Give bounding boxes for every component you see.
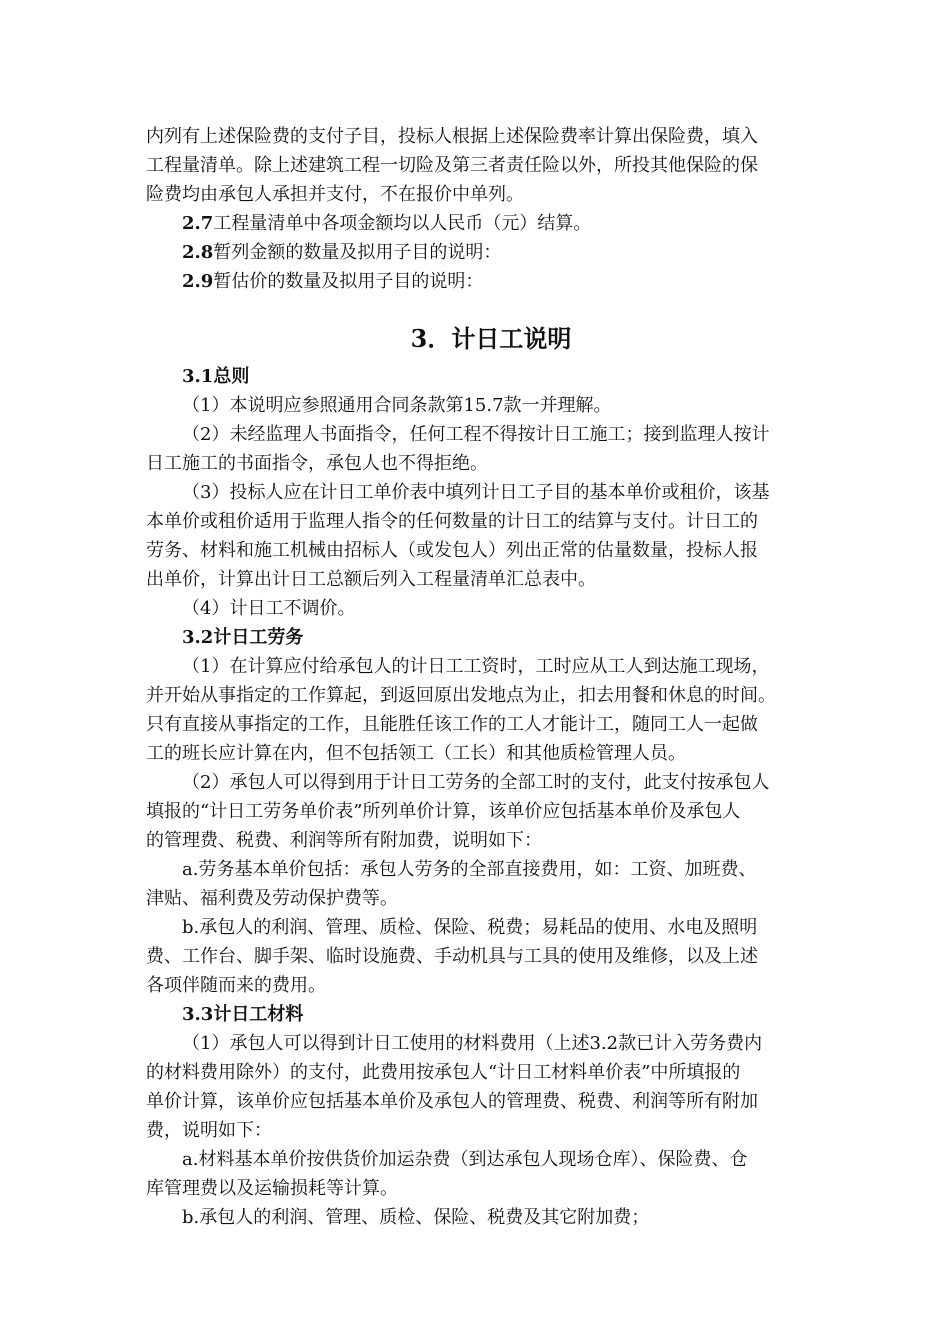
intro-line: 险费均由承包人承担并支付，不在报价中单列。: [146, 184, 524, 205]
paragraph-line: 费，说明如下：: [146, 1120, 272, 1141]
paragraph-line: （1）在计算应付给承包人的计日工工资时，工时应从工人到达施工现场，: [182, 656, 770, 677]
paragraph-line: （1）承包人可以得到计日工使用的材料费用（上述3.2款已计入劳务费内: [182, 1033, 763, 1054]
paragraph-line: a.材料基本单价按供货价加运杂费（到达承包人现场仓库）、保险费、仓: [182, 1149, 748, 1170]
section-heading-3-2: 3.2计日工劳务: [182, 627, 304, 648]
section-heading-3-3: 3.3计日工材料: [182, 1004, 304, 1025]
document-body: [146, 122, 816, 1232]
paragraph-line: 各项伴随而来的费用。: [146, 975, 326, 996]
paragraph: b.承包人的利润、管理、质检、保险、税费及其它附加费；: [182, 1207, 650, 1228]
paragraph-line: 库管理费以及运输损耗等计算。: [146, 1178, 398, 1199]
item-2-7: [146, 209, 816, 238]
paragraph-line: b.承包人的利润、管理、质检、保险、税费；易耗品的使用、水电及照明: [182, 917, 758, 938]
paragraph-line: （3）投标人应在计日工单价表中填列计日工子目的基本单价或租价，该基: [182, 482, 770, 503]
paragraph: （4）计日工不调价。: [182, 598, 356, 619]
paragraph-line: 津贴、福利费及劳动保护费等。: [146, 888, 398, 909]
paragraph-line: 日工施工的书面指令，承包人也不得拒绝。: [146, 453, 488, 474]
item-number: 2.8: [182, 242, 214, 263]
item-text: 暂列金额的数量及拟用子目的说明：: [213, 242, 502, 263]
paragraph-line: 填报的“计日工劳务单价表”所列单价计算，该单价应包括基本单价及承包人: [146, 801, 741, 822]
paragraph-line: 本单价或租价适用于监理人指令的任何数量的计日工的结算与支付。计日工的: [146, 511, 758, 532]
paragraph-line: 只有直接从事指定的工作，且能胜任该工作的工人才能计工，随同工人一起做: [146, 714, 758, 735]
paragraph-line: 并开始从事指定的工作算起，到返回原出发地点为止，扣去用餐和休息的时间。: [146, 685, 776, 706]
paragraph-line: 费、工作台、脚手架、临时设施费、手动机具与工具的使用及维修，以及上述: [146, 946, 758, 967]
chapter-title: 3．计日工说明: [410, 324, 572, 353]
section-heading-3-1: 3.1总则: [182, 366, 250, 387]
paragraph-line: （2）未经监理人书面指令，任何工程不得按计日工施工；接到监理人按计: [182, 424, 770, 445]
intro-line: 内列有上述保险费的支付子目，投标人根据上述保险费率计算出保险费，填入: [146, 126, 758, 147]
item-number: 2.7: [182, 213, 214, 234]
paragraph-line: 单价计算，该单价应包括基本单价及承包人的管理费、税费、利润等所有附加: [146, 1091, 758, 1112]
paragraph-line: 出单价，计算出计日工总额后列入工程量清单汇总表中。: [146, 569, 596, 590]
item-text: 暂估价的数量及拟用子目的说明：: [213, 271, 484, 292]
paragraph-line: 的材料费用除外）的支付，此费用按承包人“计日工材料单价表”中所填报的: [146, 1062, 741, 1083]
item-number: 2.9: [182, 271, 214, 292]
paragraph-line: 工的班长应计算在内，但不包括领工（工长）和其他质检管理人员。: [146, 743, 686, 764]
item-text: 工程量清单中各项金额均以人民币（元）结算。: [213, 213, 592, 234]
intro-line: 工程量清单。除上述建筑工程一切险及第三者责任险以外，所投其他保险的保: [146, 155, 758, 176]
item-2-8: [146, 238, 816, 267]
paragraph-line: 的管理费、税费、利润等所有附加费，说明如下：: [146, 830, 542, 851]
paragraph-line: 劳务、材料和施工机械由招标人（或发包人）列出正常的估量数量，投标人报: [146, 540, 758, 561]
item-2-9: [146, 267, 816, 296]
paragraph-line: （2）承包人可以得到用于计日工劳务的全部工时的支付，此支付按承包人: [182, 772, 770, 793]
paragraph-line: a.劳务基本单价包括：承包人劳务的全部直接费用，如：工资、加班费、: [182, 859, 757, 880]
paragraph: （1）本说明应参照通用合同条款第15.7款一并理解。: [182, 395, 612, 416]
